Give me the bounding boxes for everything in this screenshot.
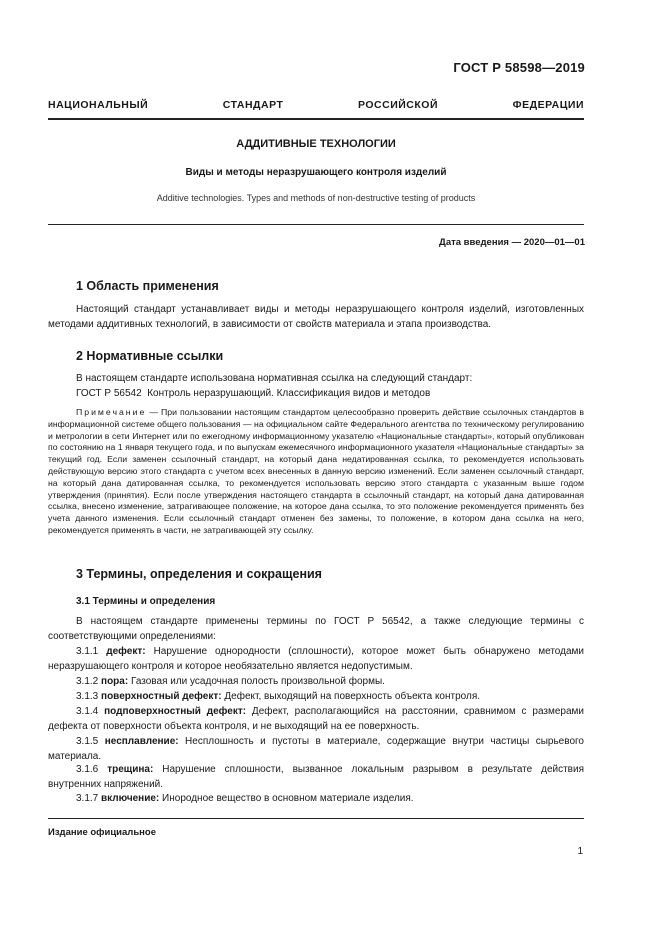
section-1-text (48, 302, 584, 332)
official-edition-label: Издание официальное (48, 827, 156, 838)
term-definition: Нарушение однородности (сплошности), которое может быть обнаружено методами неразрушающего контроля и которое необязательно является недопустимым. (48, 646, 584, 672)
terms-intro-text: В настоящем стандарте применены термины по ГОСТ Р 56542, а также следующие термины с соответствующими определениями: (48, 616, 584, 642)
term-3-1-4 (48, 704, 584, 734)
term-definition: Несплошность и пустоты в материале, содержащие внутри частицы сырьевого материала. (48, 736, 584, 762)
document-subtitle: Виды и методы неразрушающего контроля изделий (185, 167, 447, 178)
term-name: пора: (101, 676, 129, 687)
note-label: Примечание (76, 407, 147, 417)
term-name: поверхностный дефект: (101, 691, 222, 702)
term-name: подповерхностный дефект: (104, 706, 247, 717)
normative-ref-item: ГОСТ Р 56542 Контроль неразрушающий. Классификация видов и методов (76, 388, 431, 399)
term-name: дефект: (106, 646, 146, 657)
section-3-heading: 3 Термины, определения и сокращения (76, 567, 322, 581)
term-number: 3.1.6 (76, 764, 99, 775)
term-3-1-2 (48, 674, 584, 689)
note-block (48, 407, 584, 537)
terms-intro (48, 614, 584, 644)
header-rule (48, 118, 584, 120)
term-number: 3.1.7 (76, 793, 99, 804)
subsection-3-1-heading: 3.1 Термины и определения (76, 596, 216, 607)
term-number: 3.1.5 (76, 736, 99, 747)
section-1-heading: 1 Область применения (76, 279, 219, 293)
english-title: Additive technologies. Types and methods of non-destructive testing of products (156, 193, 476, 203)
term-definition: Газовая или усадочная полость произвольной формы. (128, 676, 385, 687)
section-1-body: Настоящий стандарт устанавливает виды и методы неразрушающего контроля изделий, изготовленных методами аддитивных технологий, в зависимости от свойств материала и этапа производства. (48, 304, 584, 330)
term-name: несплавление: (104, 736, 179, 747)
term-number: 3.1.1 (76, 646, 99, 657)
term-number: 3.1.4 (76, 706, 99, 717)
term-name: трещина: (107, 764, 154, 775)
national-standard-banner: НАЦИОНАЛЬНЫЙ СТАНДАРТ РОССИЙСКОЙ ФЕДЕРАЦИИ (48, 99, 584, 111)
document-id: ГОСТ Р 58598—2019 (453, 60, 585, 75)
page-number: 1 (577, 846, 583, 857)
normative-ref-intro: В настоящем стандарте использована нормативная ссылка на следующий стандарт: (76, 373, 473, 384)
document-title: АДДИТИВНЫЕ ТЕХНОЛОГИИ (236, 138, 396, 150)
term-number: 3.1.2 (76, 676, 99, 687)
term-definition: Дефект, располагающийся на расстоянии, сравнимом с размерами дефекта от поверхности объекта контроля, и не выходящий на ее поверхность. (48, 706, 585, 732)
term-3-1-3 (48, 689, 584, 704)
footer-rule (48, 818, 584, 819)
section-2-heading: 2 Нормативные ссылки (76, 349, 224, 363)
term-definition: Нарушение сплошности, вызванное локальным разрывом в результате действия внутренних напряжений. (48, 764, 585, 790)
term-definition: Дефект, выходящий на поверхность объекта контроля. (221, 691, 481, 702)
term-number: 3.1.3 (76, 691, 99, 702)
title-rule (48, 224, 584, 225)
term-3-1-5 (48, 734, 584, 764)
term-definition: Инородное вещество в основном материале изделия. (159, 793, 414, 804)
term-3-1-7 (48, 791, 584, 806)
term-name: включение: (101, 793, 160, 804)
term-3-1-1 (48, 644, 584, 674)
introduction-date: Дата введения — 2020—01—01 (439, 237, 585, 248)
note-text: — При пользовании настоящим стандартом целесообразно проверить действие ссылочных стандартов в информационной системе общего пользования — на официальном сайте Федерального агентства по техническому регулированию и метрологии в сети Интернет или по ежегодному информационному указателю «Национальные стандарты», который опубликован по состоянию на 1 января текущего года, и по выпускам ежемесячного информационного указателя «Национальные стандарты» за текущий год. Если заменен ссылочный стандарт, на который дана недатированная ссылка, то рекомендуется использовать действующую версию этого стандарта с учетом всех внесенных в данную версию изменений. Если заменен ссылочный стандарт, на который дана датированная ссылка, то рекомендуется использовать версию этого стандарта с указанным выше годом утверждения (принятия). Если после утверждения настоящего стандарта в ссылочный стандарт, на который дана датированная ссылка, внесено изменение, затрагивающее положение, на которое дана ссылка, то это положение рекомендуется применять без учета данного изменения. Если ссылочный стандарт отменен без замены, то положение, в котором дана ссылка на него, рекомендуется применять в части, не затрагивающей эту ссылку. (48, 407, 584, 535)
term-3-1-6 (48, 762, 584, 792)
